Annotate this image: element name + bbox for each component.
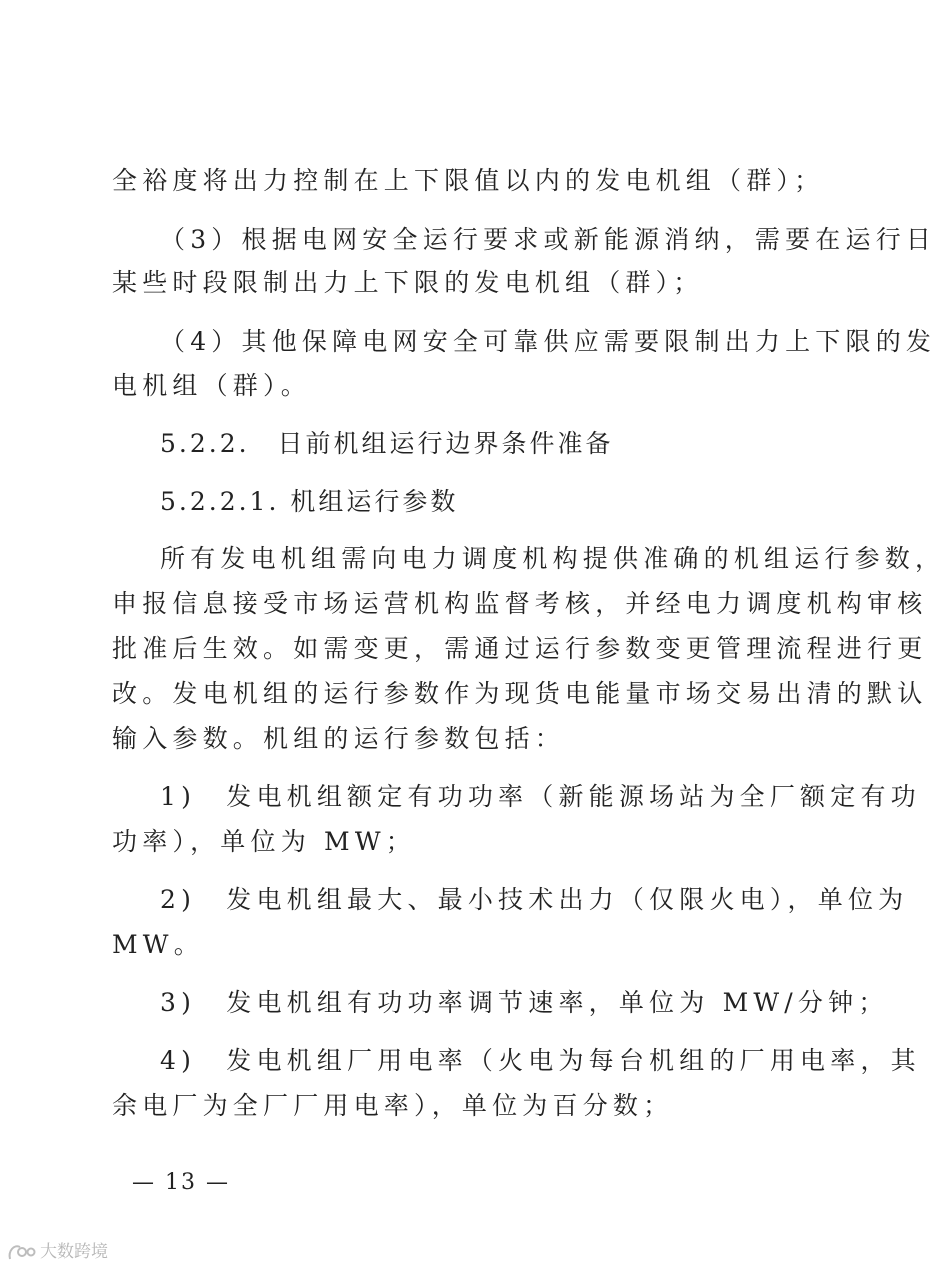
list-item: 3) 发电机组有功功率调节速率，单位为 MW/分钟； (160, 988, 889, 1017)
text-line: 电机组（群）。 (112, 371, 311, 400)
text-line: 所有发电机组需向电力调度机构提供准确的机组运行参数， (160, 544, 945, 573)
text-line: （3）根据电网安全运行要求或新能源消纳，需要在运行日 (160, 225, 937, 254)
text-line: 批准后生效。如需变更，需通过运行参数变更管理流程进行更 (112, 634, 928, 663)
text-line: 输入参数。机组的运行参数包括： (112, 724, 566, 753)
text-line: 余电厂为全厂厂用电率），单位为百分数； (112, 1091, 674, 1120)
text-line: 功率），单位为 MW； (112, 827, 416, 856)
watermark-text: 大数跨境 (40, 1242, 108, 1262)
watermark-logo-icon (6, 1241, 36, 1263)
text-line: 改。发电机组的运行参数作为现货电能量市场交易出清的默认 (112, 679, 928, 708)
list-item: 2) 发电机组最大、最小技术出力（仅限火电），单位为 (160, 885, 909, 914)
text-line: 全裕度将出力控制在上下限值以内的发电机组（群）； (112, 166, 825, 195)
list-item: 4) 发电机组厂用电率（火电为每台机组的厂用电率，其 (160, 1046, 921, 1075)
page-number: — 13 — (132, 1170, 230, 1195)
watermark (6, 1240, 108, 1264)
list-item: 1) 发电机组额定有功功率（新能源场站为全厂额定有功 (160, 782, 921, 811)
subsection-heading: 5.2.2.1. 机组运行参数 (160, 487, 459, 516)
text-line: MW。 (112, 930, 204, 959)
section-heading: 5.2.2. 日前机组运行边界条件准备 (160, 429, 614, 458)
text-line: 某些时段限制出力上下限的发电机组（群）； (112, 268, 704, 297)
text-line: （4）其他保障电网安全可靠供应需要限制出力上下限的发 (160, 327, 937, 356)
text-line: 申报信息接受市场运营机构监督考核，并经电力调度机构审核 (112, 589, 928, 618)
